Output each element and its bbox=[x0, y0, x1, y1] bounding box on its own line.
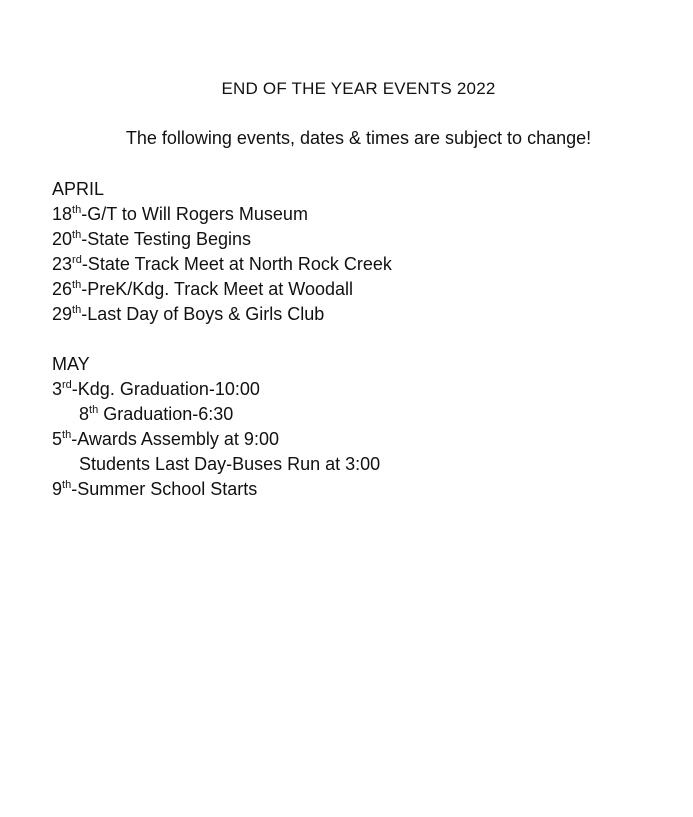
event-day: 9 bbox=[52, 479, 63, 499]
ordinal-suffix: th bbox=[62, 429, 72, 441]
ordinal-suffix: th bbox=[72, 279, 82, 291]
document-subtitle: The following events, dates & times are subject to change! bbox=[125, 128, 592, 148]
event-text: -State Testing Begins bbox=[81, 229, 251, 249]
ordinal-suffix: th bbox=[62, 479, 72, 491]
event-day: 8 bbox=[79, 404, 90, 424]
event-text: Students Last Day-Buses Run at 3:00 bbox=[79, 454, 381, 474]
ordinal-suffix: th bbox=[89, 404, 99, 416]
event-text: -PreK/Kdg. Track Meet at Woodall bbox=[81, 279, 354, 299]
event-line bbox=[52, 302, 392, 327]
event-line bbox=[52, 452, 380, 477]
april-event-list bbox=[52, 202, 392, 327]
event-line bbox=[52, 252, 392, 277]
april-section bbox=[52, 177, 392, 327]
april-heading: APRIL bbox=[52, 179, 105, 199]
event-text: -Awards Assembly at 9:00 bbox=[71, 429, 279, 449]
event-line bbox=[52, 277, 392, 302]
may-event-list bbox=[52, 377, 380, 502]
event-day: 29 bbox=[52, 304, 73, 324]
event-day: 23 bbox=[52, 254, 73, 274]
event-text: -G/T to Will Rogers Museum bbox=[81, 204, 308, 224]
may-section bbox=[52, 352, 380, 502]
ordinal-suffix: rd bbox=[62, 379, 72, 391]
event-line bbox=[52, 227, 392, 252]
event-text: -Kdg. Graduation-10:00 bbox=[71, 379, 260, 399]
ordinal-suffix: rd bbox=[72, 254, 82, 266]
event-line bbox=[52, 427, 380, 452]
event-day: 26 bbox=[52, 279, 73, 299]
event-day: 20 bbox=[52, 229, 73, 249]
document-title: END OF THE YEAR EVENTS 2022 bbox=[221, 79, 496, 98]
ordinal-suffix: th bbox=[72, 204, 82, 216]
event-line bbox=[52, 402, 380, 427]
event-text: -Summer School Starts bbox=[71, 479, 258, 499]
event-text: Graduation-6:30 bbox=[98, 404, 234, 424]
ordinal-suffix: th bbox=[72, 229, 82, 241]
event-line bbox=[52, 477, 380, 502]
event-text: -State Track Meet at North Rock Creek bbox=[81, 254, 392, 274]
event-day: 18 bbox=[52, 204, 73, 224]
event-day: 5 bbox=[52, 429, 63, 449]
may-heading: MAY bbox=[52, 354, 90, 374]
event-line bbox=[52, 202, 392, 227]
event-text: -Last Day of Boys & Girls Club bbox=[81, 304, 325, 324]
event-day: 3 bbox=[52, 379, 63, 399]
ordinal-suffix: th bbox=[72, 304, 82, 316]
event-line bbox=[52, 377, 380, 402]
